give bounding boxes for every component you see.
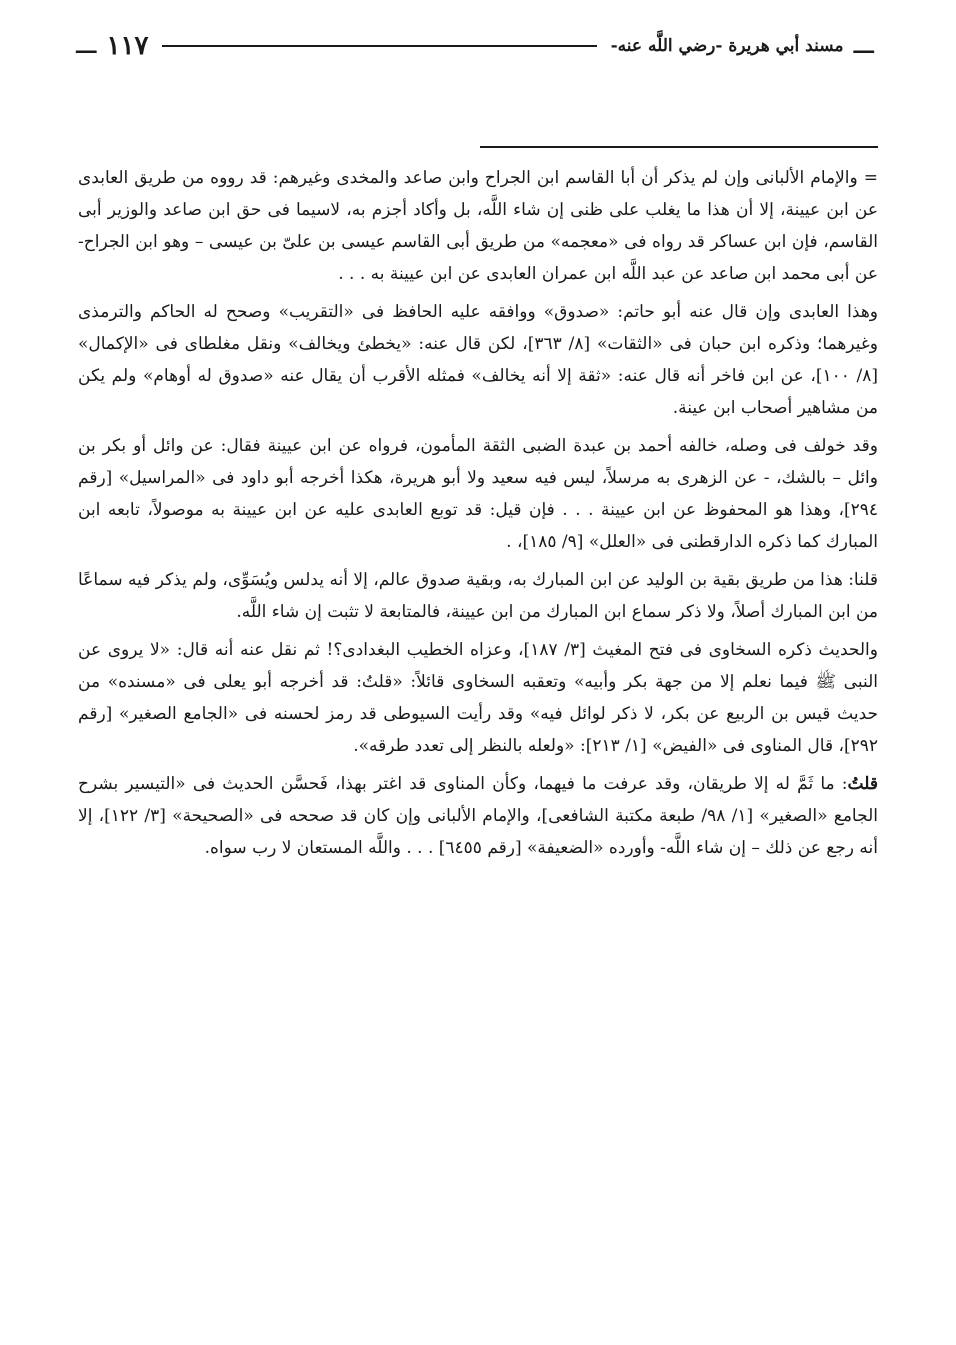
header-dash-right: ـــ [853,34,874,58]
paragraph: وهذا العابدى وإن قال عنه أبو حاتم: «صدوق» ووافقه عليه الحافظ فى «التقريب» وصحح له الحاكم والترمذى وغيرهما؛ وذكره ابن حبان فى «الثقات» [٨/ ٣٦٣]، لكن قال عنه: «يخطئ ويخالف» ونقل مغلطاى فى «الإكمال» [٨/ ١٠٠]، عن ابن فاخر أنه قال عنه: «ثقة إلا أنه يخالف» فمثله الأقرب أن يقال عنه «صدوق له أوهام» ولم يكن من مشاهير أصحاب ابن عينة. [78,302,879,418]
paragraph: قلتُ: ما ثَمَّ له إلا طريقان، وقد عرفت ما فيهما، وكأن المناوى قد اغتر بهذا، فَحسَّن الحديث فى «التيسير بشرح الجامع «الصغير» [١/ ٩٨/ طبعة مكتبة الشافعى]، والإمام الألبانى وإن كان قد صححه فى «الصحيحة» [٣/ ١٢٢]، إلا أنه رجع عن ذلك – إن شاء اللَّه- وأورده «الضعيفة» [رقم ٦٤٥٥] . . . واللَّه المستعان لا رب سواه. [78,774,878,858]
paragraph: وقد خولف فى وصله، خالفه أحمد بن عبدة الضبى الثقة المأمون، فرواه عن ابن عيينة فقال: عن وائل أو بكر بن وائل – بالشك، - عن الزهرى به مرسلاً، ليس فيه سعيد ولا أبو هريرة، هكذا أخرجه أبو داود فى «المراسيل» [رقم ٢٩٤]، وهذا هو المحفوظ عن ابن عيينة . . . فإن قيل: قد توبع العابدى عليه عن ابن عيينة به موصولاً، تابعه ابن المبارك كما ذكره الدارقطنى فى «العلل» [٩/ ١٨٥]، . [78,436,878,552]
running-header [72,28,878,64]
header-rule [162,45,596,47]
book-title: مسند أبي هريرة -رضي اللَّه عنه- [610,36,844,56]
paragraph-lead-word: قلتُ [847,774,878,794]
footnote-body [78,162,878,870]
paragraph: = والإمام الألبانى وإن لم يذكر أن أبا القاسم ابن الجراح وابن صاعد والمخدى وغيرهم: قد رووه من طريق العابدى عن ابن عيينة، إلا أن هذا ما يغلب على ظنى إن شاء اللَّه، بل وأكاد أجزم به، لاسيما فى حق ابن صاعد والوزير أبى القاسم، فإن ابن عساكر قد رواه فى «معجمه» من طريق أبى القاسم عيسى بن علىّ بن عيسى – وهو ابن الجراح- عن أبى محمد ابن صاعد عن عبد اللَّه ابن عمران العابدى عن ابن عيينة به . . . [78,168,878,284]
header-dash-left: ـــ [76,34,97,58]
paragraph: والحديث ذكره السخاوى فى فتح المغيث [٣/ ١٨٧]، وعزاه الخطيب البغدادى؟! ثم نقل عنه أنه قال: «لا يروى عن النبى ﷺ فيما نعلم إلا من جهة بكر وأبيه» وتعقبه السخاوى قائلاً: «قلتُ: قد أخرجه أبو يعلى فى «مسنده» من حديث قيس بن الربيع عن بكر، لا ذكر لوائل فيه» وقد رأيت السيوطى قد رمز لحسنه فى «الجامع الصغير» [رقم ٢٩٢]، قال المناوى فى «الفيض» [١/ ٢١٣]: «ولعله بالنظر إلى تعدد طرقه». [78,640,878,756]
page-number: ١١٧ [106,31,149,61]
paragraph: قلنا: هذا من طريق بقية بن الوليد عن ابن المبارك به، وبقية صدوق عالم، إلا أنه يدلس ويُسَوِّى، ولم يذكر فيه سماعًا من ابن المبارك أصلاً، ولا ذكر سماع ابن المبارك من ابن عيينة، فالمتابعة لا تثبت إن شاء اللَّه. [78,570,878,622]
footnote-separator [480,146,878,148]
